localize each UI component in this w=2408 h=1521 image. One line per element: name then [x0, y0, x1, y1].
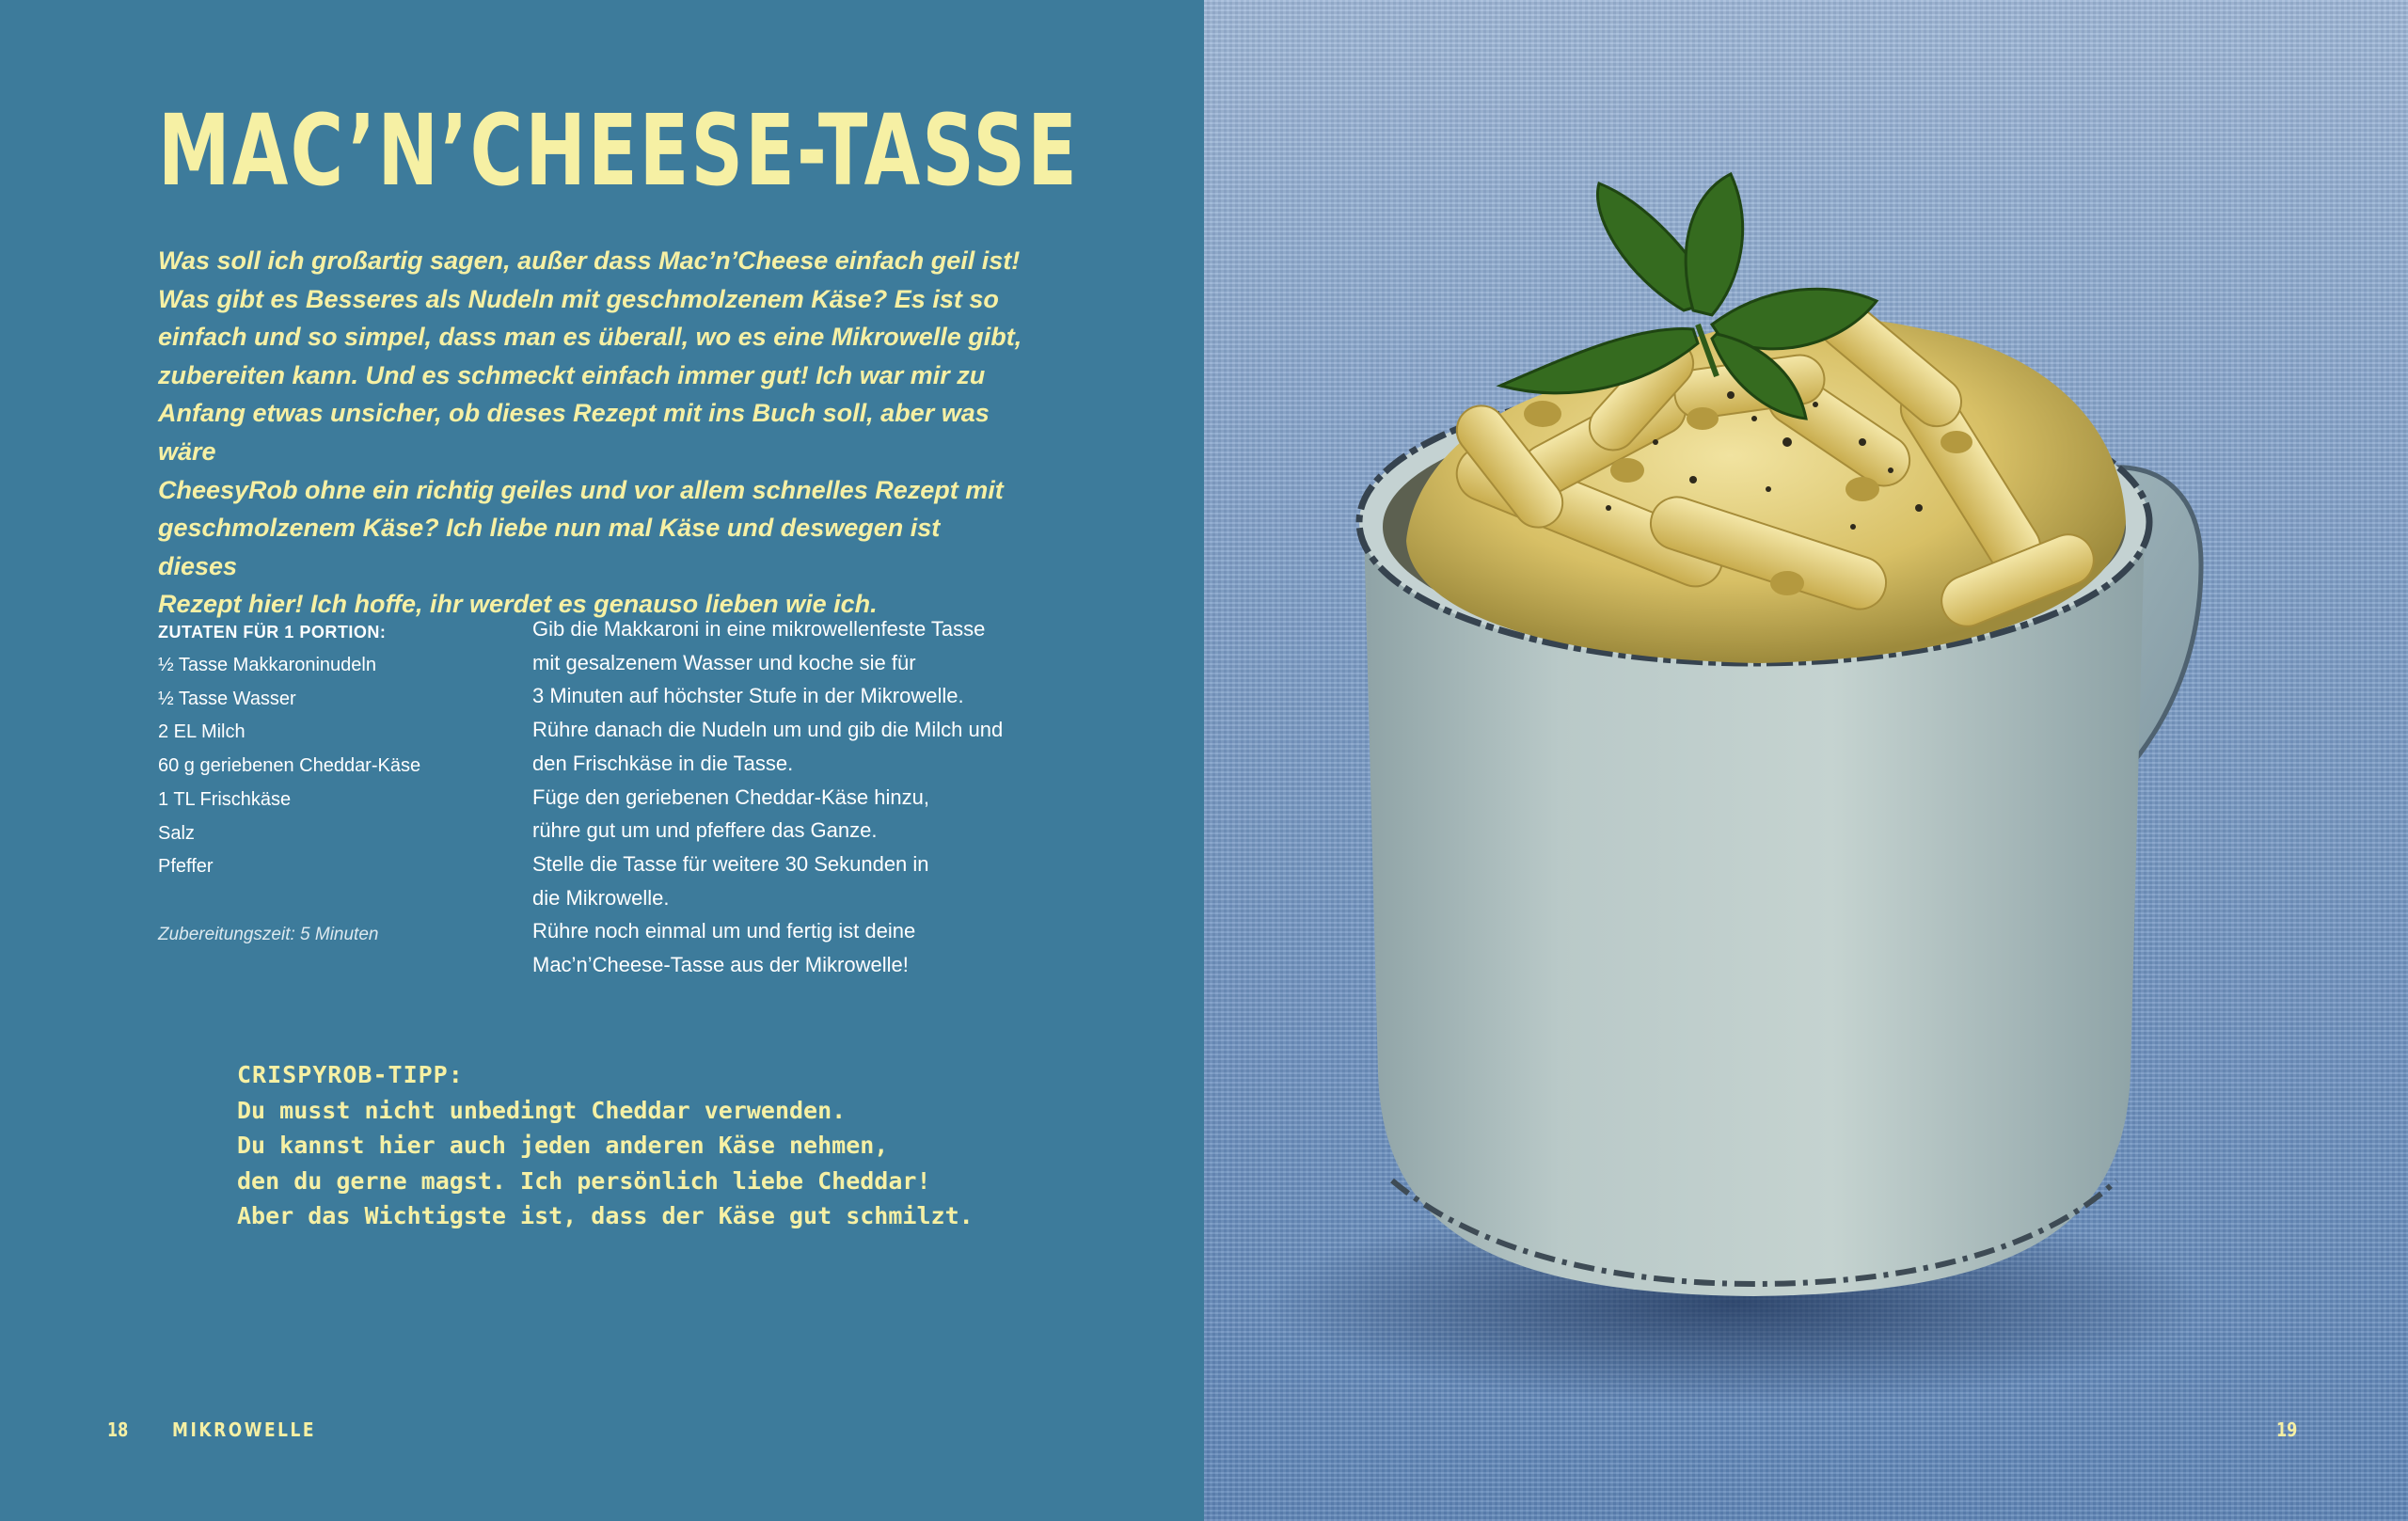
page-number-left: 18 [107, 1418, 129, 1441]
ingredient-item: 60 g geriebenen Cheddar-Käse [158, 755, 421, 777]
recipe-method: Gib die Makkaroni in eine mikrowellenfeste Tasse mit gesalzenem Wasser und koche sie für 3 Minuten auf höchster Stufe in der Mikrowelle. Rühre danach die Nudeln um und gib die Milch und den Frischkäse in die Tasse. Füge den geriebenen Cheddar-Käse hinzu, rühre gut um und pfeffere das Ganze. Stelle die Tasse für weitere 30 Sekunden in die Mikrowelle. Rühre noch einmal um und fertig ist deine Mac’n’Cheese-Tasse aus der Mikrowelle! [532, 617, 1004, 977]
recipe-title: MAC’N’CHEESE-TASSE [158, 93, 1080, 208]
ingredient-item: Pfeffer [158, 856, 214, 878]
ingredients-heading: ZUTATEN FÜR 1 PORTION: [158, 623, 387, 642]
section-name: MIKROWELLE [171, 1418, 316, 1441]
ingredient-list [158, 649, 497, 884]
tip-body: Du musst nicht unbedingt Cheddar verwenden. Du kannst hier auch jeden anderen Käse nehmen, den du gerne magst. Ich persönlich liebe Cheddar! Aber das Wichtigste ist, dass der Käse gut schmilzt. [237, 1096, 974, 1229]
tip-box [237, 1057, 1008, 1234]
footer-left [107, 1418, 341, 1441]
prep-time: Zubereitungszeit: 5 Minuten [158, 924, 379, 944]
footer-right [2276, 1418, 2303, 1441]
page-number-right: 19 [2276, 1418, 2298, 1441]
ingredient-item: ½ Tasse Wasser [158, 688, 296, 709]
ingredients-section [158, 615, 497, 952]
ingredient-item: 2 EL Milch [158, 721, 246, 743]
recipe-intro: Was soll ich großartig sagen, außer dass Mac’n’Cheese einfach geil ist! Was gibt es Besseres als Nudeln mit geschmolzenem Käse? Es ist so einfach und so simpel, dass man es überall, wo es eine Mikrowelle gibt, zubereiten kann. Und es schmeckt einfach immer gut! Ich war mir zu Anfang etwas unsicher, ob dieses Rezept mit ins Buch soll, aber was wäre CheesyRob ohne ein richtig geiles und vor allem schnelles Rezept mit geschmolzenem Käse? Ich liebe nun mal Käse und deswegen ist dieses Rezept hier! Ich hoffe, ihr werdet es genauso lieben wie ich. [158, 246, 1022, 619]
ingredient-item: ½ Tasse Makkaroninudeln [158, 655, 376, 675]
ingredient-item: Salz [158, 822, 195, 844]
mac-and-cheese-mug-photo [1204, 0, 2408, 1521]
right-page [1204, 0, 2408, 1521]
ingredient-item: 1 TL Frischkäse [158, 788, 292, 810]
tip-heading: CRISPYROB-TIPP: [237, 1061, 464, 1088]
